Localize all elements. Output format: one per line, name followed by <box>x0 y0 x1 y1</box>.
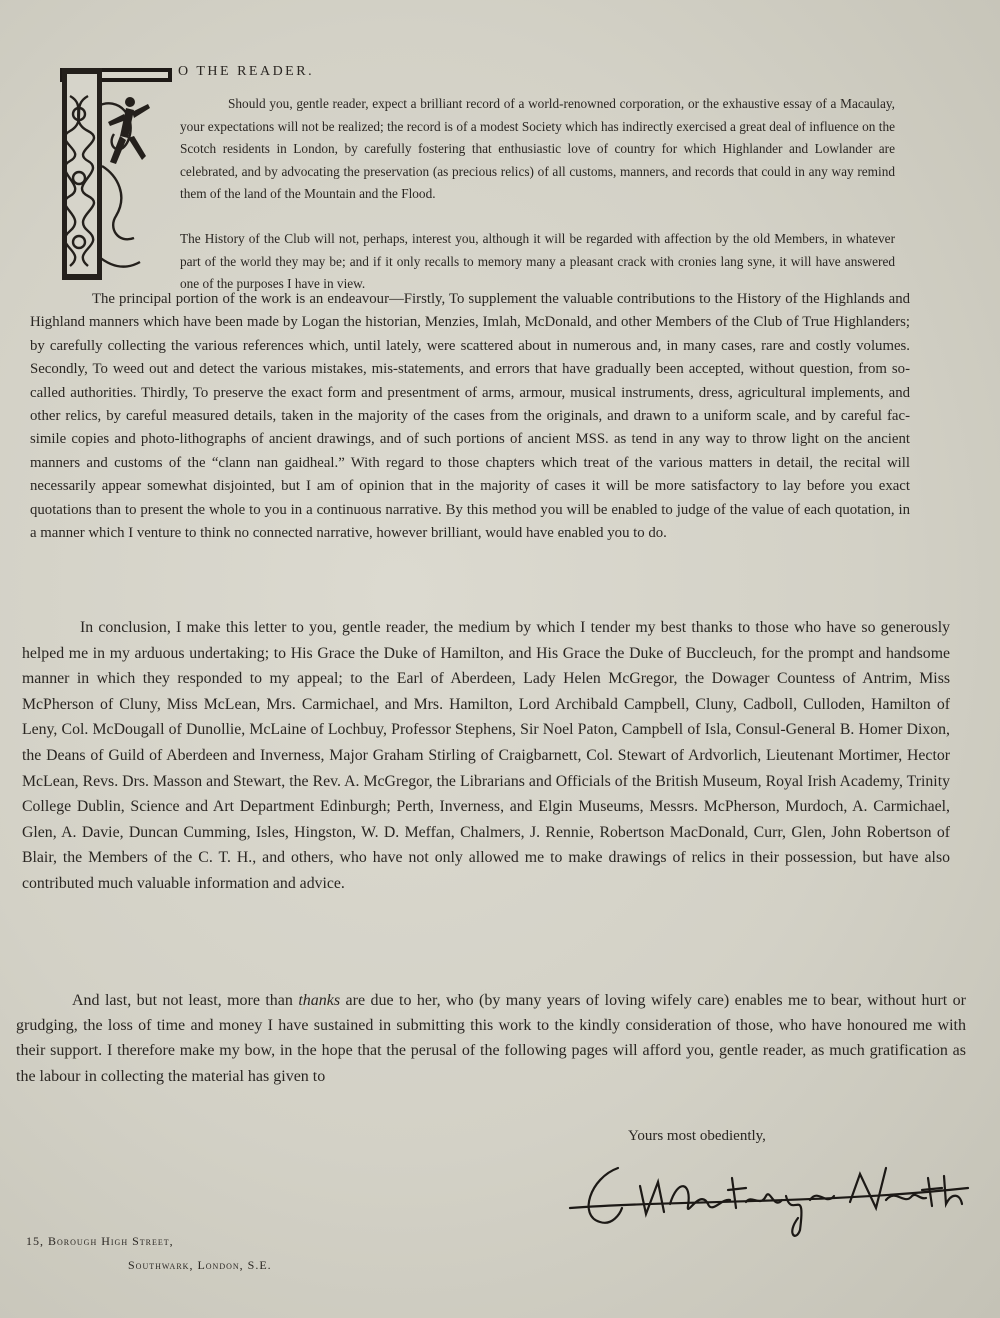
closing-salutation: Yours most obediently, <box>628 1128 766 1144</box>
signature-image <box>560 1138 980 1248</box>
heading-text: O THE READER. <box>178 64 315 79</box>
dedication-text-start: And last, but not least, more than <box>72 992 299 1009</box>
paragraph-dedication <box>16 988 966 1089</box>
dedication-text-end: are due to her, who (by many years of loving wifely care) enables me to bear, without hurt or grudging, the loss of time and money I have sustained in submitting this work to the kindly consideration of those, who have honoured me with their support. I therefore make my bow, in the hope that the perusal of the following pages will afford you, gentle reader, as much gratification as the labour in collecting the material has given to <box>16 992 966 1085</box>
address-line-2: Southwark, London, S.E. <box>128 1258 272 1272</box>
thanks-emphasis: thanks <box>298 992 341 1009</box>
heading <box>178 64 314 80</box>
paragraph-history: The History of the Club will not, perhaps, interest you, although it will be regarded with affection by the old Members, in whatever part of the world they may be; and if it only recalls to memory many a pleasant crack with cronies lang syne, it will have answered one of the purposes I have in view. <box>180 231 895 291</box>
paragraph-acknowledgements: In conclusion, I make this letter to you, gentle reader, the medium by which I tender my best thanks to those who have so generously helped me in my arduous undertaking; to His Grace the Duke of Hamilton, and His Grace the Duke of Buccleuch, for the prompt and handsome manner in which they responded to my appeal; to the Earl of Aberdeen, Lady Helen McGregor, the Dowager Countess of Antrim, Miss McPherson of Cluny, Miss McLean, Mrs. Carmichael, and Mrs. Hamilton, Lord Archibald Campbell, Cluny, Cadboll, Culloden, Hamilton of Leny, Col. McDougall of Dunollie, McLaine of Lochbuy, Professor Stephens, Sir Noel Paton, Campbell of Isla, Consul-General B. Homer Dixon, the Deans of Guild of Aberdeen and Inverness, Major Graham Stirling of Craigbarnett, Col. Stewart of Ardvorlich, Lieutenant Mortimer, Hector McLean, Revs. Drs. Masson and Stewart, the Rev. A. McGregor, the Librarians and Officials of the British Museum, Royal Irish Academy, Trinity College Dublin, Science and Art Department Edinburgh; Perth, Inverness, and Elgin Museums, Messrs. McPherson, Murdoch, A. Carmichael, Glen, A. Davie, Duncan Cumming, Isles, Hingston, W. D. Meffan, Chalmers, J. Rennie, Robertson MacDonald, Curr, Glen, John Robertson of Blair, the Members of the C. T. H., and others, who have not only allowed me to make drawings of relics in their possession, but have also contributed much valuable information and advice. <box>22 619 950 892</box>
address-line-1: 15, Borough High Street, <box>26 1234 174 1248</box>
paragraph-principal-portion: The principal portion of the work is an endeavour—Firstly, To supplement the valuable contributions to the History of the Highlands and Highland manners which have been made by Logan the historian, Menzies, Imlah, McDonald, and other Members of the Club of True Highlanders; by carefully collecting the various references which, until lately, were scattered about in numerous and, in many cases, rare and costly volumes. Secondly, To weed out and detect the various mistakes, mis-statements, and errors that have gradually been accepted, without question, from so-called authorities. Thirdly, To preserve the exact form and presentment of arms, armour, musical instruments, dress, agricultural implements, and other relics, by careful measured details, taken in the majority of the cases from the originals, and drawn to a uniform scale, and by careful fac-simile copies and photo-lithographs of ancient drawings, and of such portions of ancient MSS. as tend in any way to throw light on the ancient manners and customs of the “clann nan gaidheal.” With regard to those chapters which treat of the various matters in detail, the recital will necessarily appear somewhat disjointed, but I am of opinion that in the majority of cases it will be more satisfactory to lay before you exact quotations than to present the whole to you in a continuous narrative. By this method you will be enabled to judge of the value of each quotation, in a manner which I venture to think no connected narrative, however brilliant, would have enabled you to do. <box>30 291 910 542</box>
paragraph-intro: Should you, gentle reader, expect a brilliant record of a world-renowned corporation, or the exhaustive essay of a Macaulay, your expectations will not be realized; the record is of a modest Society which has indirectly exercised a great deal of influence on the Scotch residents in London, by carefully fostering that enthusiastic love of country for which Highlander and Lowlander are celebrated, and by advocating the preservation (as precious relics) of all customs, manners, and records that could in any way remind them of the land of the Mountain and the Flood. <box>180 96 895 201</box>
illuminated-letter-t-icon <box>58 66 174 284</box>
